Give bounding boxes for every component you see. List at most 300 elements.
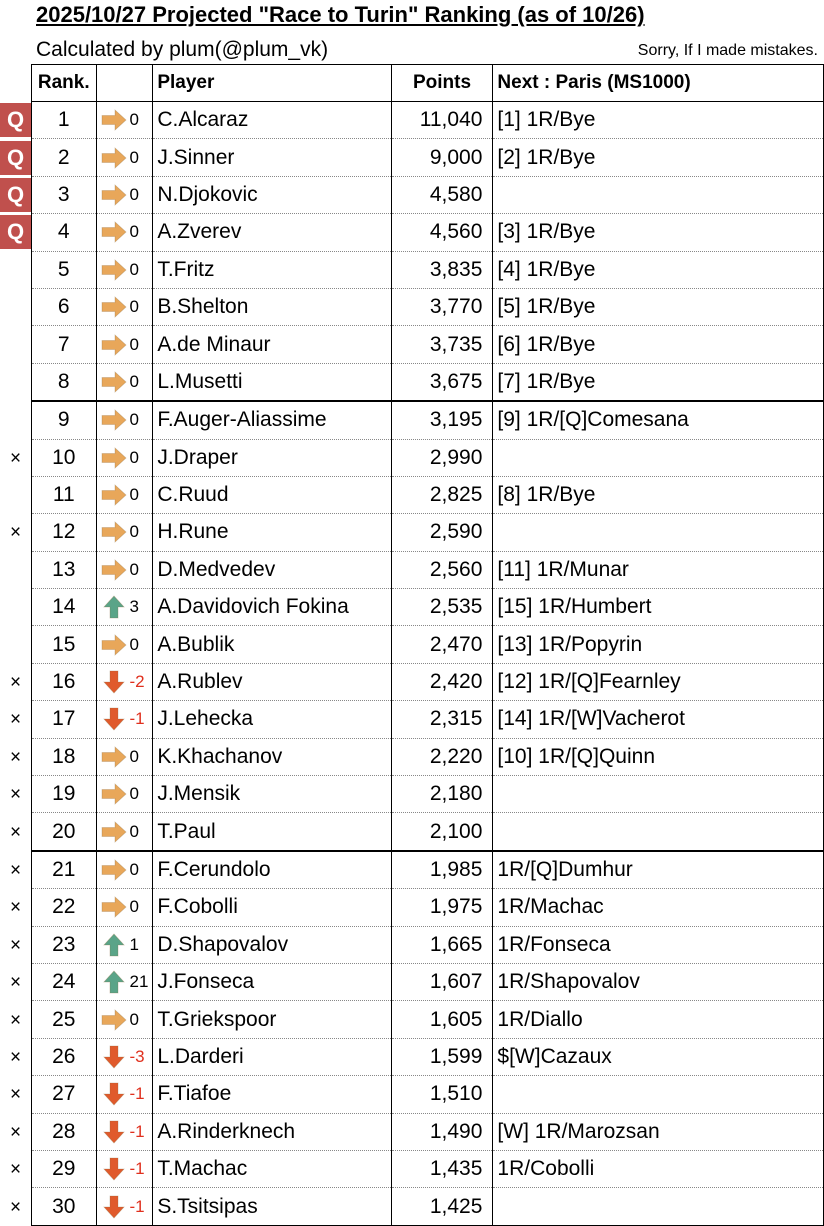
arrow-right-icon [101,1008,127,1032]
movement-value: 0 [129,821,139,841]
table-row [0,439,824,476]
arrow-down-icon [101,670,127,694]
points-cell: 11,040 [391,102,493,139]
movement-value: 3 [129,597,139,617]
next-match-cell: [3] 1R/Bye [493,214,824,251]
arrow-right-icon [101,183,127,207]
rank-cell: 3 [32,176,97,213]
next-match-cell: [W] 1R/Marozsan [493,1113,824,1150]
player-cell: F.Cobolli [153,889,391,926]
arrow-down-icon [101,707,127,731]
arrow-right-icon [101,446,127,470]
points-cell: 4,560 [391,214,493,251]
points-cell: 1,975 [391,889,493,926]
qualification-mark-cell [0,439,32,476]
table-row [0,1076,824,1113]
player-cell: A.Rinderknech [153,1113,391,1150]
table-row [0,963,824,1000]
movement-cell [96,176,153,213]
movement-indicator [97,1076,153,1112]
points-cell: 1,490 [391,1113,493,1150]
player-cell: J.Sinner [153,139,391,176]
qualified-badge: Q [0,178,31,212]
points-cell: 3,675 [391,363,493,401]
rank-cell: 30 [32,1188,97,1225]
next-match-cell: [10] 1R/[Q]Quinn [493,738,824,775]
movement-indicator [97,1114,153,1150]
movement-value: -1 [129,1121,145,1141]
movement-indicator [97,214,153,250]
player-cell: T.Machac [153,1150,391,1187]
eliminated-mark: × [9,784,22,806]
movement-indicator [97,102,153,138]
movement-cell [96,551,153,588]
eliminated-mark: × [9,447,22,469]
movement-cell [96,401,153,439]
arrow-right-icon [101,633,127,657]
player-cell: F.Tiafoe [153,1076,391,1113]
movement-cell [96,963,153,1000]
points-cell: 2,100 [391,813,493,851]
points-cell: 2,315 [391,701,493,738]
eliminated-mark: × [9,1046,22,1068]
rank-cell: 11 [32,476,97,513]
qualification-mark-cell [0,776,32,813]
qualification-mark-cell [0,551,32,588]
movement-cell [96,326,153,363]
arrow-down-icon [101,1157,127,1181]
player-cell: F.Cerundolo [153,851,391,889]
arrow-down-icon [101,1082,127,1106]
movement-indicator [97,927,153,963]
header-points: Points [391,65,493,102]
table-row [0,476,824,513]
table-row [0,701,824,738]
movement-cell [96,589,153,626]
table-row [0,738,824,775]
movement-value: 0 [129,410,139,430]
header-movement [96,65,153,102]
table-row [0,551,824,588]
qualification-mark-cell [0,589,32,626]
player-cell: D.Shapovalov [153,926,391,963]
rank-cell: 2 [32,139,97,176]
movement-indicator [97,1039,153,1075]
player-cell: A.Zverev [153,214,391,251]
movement-cell [96,1113,153,1150]
table-row [0,251,824,288]
next-match-cell: [1] 1R/Bye [493,102,824,139]
movement-indicator [97,889,153,925]
rank-cell: 10 [32,439,97,476]
qualification-mark-cell [0,1038,32,1075]
eliminated-mark: × [9,1159,22,1181]
movement-value: 0 [129,746,139,766]
player-cell: D.Medvedev [153,551,391,588]
movement-value: 0 [129,784,139,804]
arrow-up-icon [101,595,127,619]
movement-value: 0 [129,147,139,167]
movement-cell [96,663,153,700]
movement-value: 0 [129,634,139,654]
table-row [0,214,824,251]
points-cell: 2,590 [391,514,493,551]
rank-cell: 20 [32,813,97,851]
movement-indicator [97,139,153,175]
eliminated-mark: × [9,522,22,544]
rank-cell: 5 [32,251,97,288]
qualification-mark-cell [0,514,32,551]
movement-value: -3 [129,1046,145,1066]
next-match-cell: 1R/Shapovalov [493,963,824,1000]
movement-value: 0 [129,559,139,579]
movement-indicator [97,964,153,1000]
next-match-cell: [4] 1R/Bye [493,251,824,288]
table-row [0,776,824,813]
points-cell: 3,835 [391,251,493,288]
movement-value: -2 [129,672,145,692]
qualification-mark-cell [0,1076,32,1113]
points-cell: 1,665 [391,926,493,963]
movement-indicator [97,1151,153,1187]
movement-indicator [97,813,153,849]
movement-cell [96,626,153,663]
movement-cell [96,1038,153,1075]
movement-indicator [97,326,153,362]
movement-indicator [97,252,153,288]
table-row [0,889,824,926]
movement-indicator [97,1001,153,1037]
movement-indicator [97,289,153,325]
eliminated-mark: × [9,1196,22,1218]
qualification-mark-cell [0,251,32,288]
movement-indicator [97,776,153,812]
eliminated-mark: × [9,1009,22,1031]
ranking-table [0,64,824,1226]
movement-value: 0 [129,860,139,879]
next-match-cell: 1R/Cobolli [493,1150,824,1187]
points-cell: 3,735 [391,326,493,363]
player-cell: S.Tsitsipas [153,1188,391,1225]
next-match-cell [493,776,824,813]
player-cell: T.Fritz [153,251,391,288]
movement-value: 21 [129,972,149,992]
movement-cell [96,439,153,476]
eliminated-mark: × [9,972,22,994]
table-row [0,813,824,851]
arrow-right-icon [101,258,127,282]
rank-cell: 23 [32,926,97,963]
rank-cell: 13 [32,551,97,588]
rank-cell: 1 [32,102,97,139]
points-cell: 1,435 [391,1150,493,1187]
movement-cell [96,813,153,851]
next-match-cell: 1R/Diallo [493,1001,824,1038]
next-match-cell: [9] 1R/[Q]Comesana [493,401,824,439]
rank-cell: 18 [32,738,97,775]
arrow-up-icon [101,933,127,957]
eliminated-mark: × [9,746,22,768]
player-cell: A.de Minaur [153,326,391,363]
arrow-right-icon [101,858,127,882]
next-match-cell: [12] 1R/[Q]Fearnley [493,663,824,700]
movement-value: 0 [129,334,139,354]
movement-cell [96,1001,153,1038]
qualification-mark-cell [0,813,32,851]
qualification-mark-cell [0,1150,32,1187]
next-match-cell: [15] 1R/Humbert [493,589,824,626]
eliminated-mark: × [9,859,22,881]
movement-indicator [97,1188,153,1224]
movement-cell [96,288,153,325]
table-row [0,589,824,626]
table-row [0,401,824,439]
player-cell: J.Mensik [153,776,391,813]
player-cell: T.Griekspoor [153,1001,391,1038]
table-row [0,1113,824,1150]
points-cell: 2,470 [391,626,493,663]
movement-value: 0 [129,522,139,542]
header-player: Player [153,65,391,102]
points-cell: 9,000 [391,139,493,176]
arrow-right-icon [101,520,127,544]
qualification-mark-cell [0,476,32,513]
rank-cell: 28 [32,1113,97,1150]
next-match-cell: 1R/Fonseca [493,926,824,963]
movement-value: 0 [129,110,139,130]
table-row [0,139,824,176]
points-cell: 3,195 [391,401,493,439]
movement-indicator [97,364,153,400]
movement-indicator [97,589,153,625]
points-cell: 2,990 [391,439,493,476]
rank-cell: 4 [32,214,97,251]
arrow-right-icon [101,333,127,357]
table-row [0,926,824,963]
arrow-right-icon [101,745,127,769]
arrow-right-icon [101,220,127,244]
movement-value: 0 [129,297,139,317]
movement-cell [96,514,153,551]
movement-cell [96,214,153,251]
next-match-cell [493,439,824,476]
movement-cell [96,1076,153,1113]
movement-cell [96,102,153,139]
qualified-badge: Q [0,103,31,137]
movement-value: 1 [129,934,139,954]
player-cell: A.Bublik [153,626,391,663]
movement-value: 0 [129,222,139,242]
player-cell: J.Lehecka [153,701,391,738]
eliminated-mark: × [9,1121,22,1143]
player-cell: J.Draper [153,439,391,476]
table-row [0,1188,824,1225]
arrow-down-icon [101,1120,127,1144]
table-row [0,851,824,889]
next-match-cell: [14] 1R/[W]Vacherot [493,701,824,738]
rank-cell: 8 [32,363,97,401]
rank-cell: 25 [32,1001,97,1038]
qualification-mark-cell [0,738,32,775]
table-row [0,626,824,663]
movement-indicator [97,177,153,213]
movement-cell [96,363,153,401]
next-match-cell [493,176,824,213]
next-match-cell: [6] 1R/Bye [493,326,824,363]
movement-cell [96,139,153,176]
movement-value: 0 [129,371,139,391]
qualification-mark-cell [0,1188,32,1225]
movement-value: -1 [129,1084,145,1104]
movement-value: -1 [129,1159,145,1179]
arrow-down-icon [101,1195,127,1219]
movement-cell [96,701,153,738]
movement-indicator [97,514,153,550]
arrow-right-icon [101,370,127,394]
points-cell: 3,770 [391,288,493,325]
table-row [0,288,824,325]
header-mark-cell [0,65,32,102]
movement-cell [96,776,153,813]
table-row [0,176,824,213]
player-cell: J.Fonseca [153,963,391,1000]
arrow-down-icon [101,1045,127,1069]
arrow-right-icon [101,820,127,844]
movement-cell [96,1150,153,1187]
movement-value: 0 [129,897,139,917]
next-match-cell [493,1188,824,1225]
movement-value: -1 [129,709,145,729]
player-cell: L.Musetti [153,363,391,401]
qualification-mark-cell [0,1001,32,1038]
movement-cell [96,476,153,513]
points-cell: 2,560 [391,551,493,588]
rank-cell: 17 [32,701,97,738]
movement-cell [96,851,153,889]
next-match-cell: [11] 1R/Munar [493,551,824,588]
rank-cell: 19 [32,776,97,813]
rank-cell: 21 [32,851,97,889]
points-cell: 1,510 [391,1076,493,1113]
points-cell: 2,535 [391,589,493,626]
eliminated-mark: × [9,709,22,731]
rank-cell: 26 [32,1038,97,1075]
arrow-right-icon [101,558,127,582]
qualification-mark-cell [0,214,32,251]
rank-cell: 24 [32,963,97,1000]
movement-indicator [97,626,153,662]
qualified-badge: Q [0,141,31,175]
movement-indicator [97,440,153,476]
next-match-cell [493,1076,824,1113]
points-cell: 4,580 [391,176,493,213]
movement-value: 0 [129,1009,139,1029]
qualification-mark-cell [0,851,32,889]
player-cell: A.Davidovich Fokina [153,589,391,626]
table-row [0,1038,824,1075]
player-cell: L.Darderi [153,1038,391,1075]
points-cell: 1,605 [391,1001,493,1038]
player-cell: C.Alcaraz [153,102,391,139]
qualification-mark-cell [0,1113,32,1150]
eliminated-mark: × [9,821,22,843]
qualified-badge: Q [0,215,31,249]
next-match-cell [493,514,824,551]
table-header-row [0,65,824,102]
table-row [0,663,824,700]
player-cell: T.Paul [153,813,391,851]
next-match-cell: $[W]Cazaux [493,1038,824,1075]
points-cell: 1,425 [391,1188,493,1225]
arrow-right-icon [101,295,127,319]
qualification-mark-cell [0,626,32,663]
qualification-mark-cell [0,363,32,401]
rank-cell: 7 [32,326,97,363]
movement-indicator [97,852,153,888]
table-row [0,363,824,401]
next-match-cell: 1R/[Q]Dumhur [493,851,824,889]
table-row [0,326,824,363]
player-cell: F.Auger-Aliassime [153,401,391,439]
page-subtitle: Calculated by plum(@plum_vk) [36,38,329,61]
movement-cell [96,889,153,926]
rank-cell: 12 [32,514,97,551]
qualification-mark-cell [0,701,32,738]
next-match-cell: [8] 1R/Bye [493,476,824,513]
page-title: 2025/10/27 Projected "Race to Turin" Ranking (as of 10/26) [36,2,645,27]
rank-cell: 9 [32,401,97,439]
eliminated-mark: × [9,897,22,919]
qualification-mark-cell [0,663,32,700]
points-cell: 2,180 [391,776,493,813]
rank-cell: 15 [32,626,97,663]
movement-indicator [97,477,153,513]
table-row [0,1001,824,1038]
movement-cell [96,1188,153,1225]
arrow-right-icon [101,895,127,919]
next-match-cell: 1R/Machac [493,889,824,926]
rank-cell: 27 [32,1076,97,1113]
qualification-mark-cell [0,288,32,325]
points-cell: 2,420 [391,663,493,700]
header-rank: Rank. [32,65,97,102]
movement-value: -1 [129,1196,145,1216]
points-cell: 1,607 [391,963,493,1000]
table-row [0,102,824,139]
player-cell: A.Rublev [153,663,391,700]
arrow-right-icon [101,408,127,432]
qualification-mark-cell [0,139,32,176]
arrow-right-icon [101,108,127,132]
qualification-mark-cell [0,889,32,926]
eliminated-mark: × [9,934,22,956]
movement-indicator [97,402,153,438]
movement-indicator [97,739,153,775]
arrow-right-icon [101,146,127,170]
next-match-cell: [2] 1R/Bye [493,139,824,176]
movement-cell [96,251,153,288]
rank-cell: 22 [32,889,97,926]
next-match-cell: [13] 1R/Popyrin [493,626,824,663]
arrow-right-icon [101,483,127,507]
eliminated-mark: × [9,1084,22,1106]
qualification-mark-cell [0,963,32,1000]
points-cell: 2,220 [391,738,493,775]
movement-value: 0 [129,259,139,279]
movement-cell [96,738,153,775]
rank-cell: 6 [32,288,97,325]
qualification-mark-cell [0,926,32,963]
